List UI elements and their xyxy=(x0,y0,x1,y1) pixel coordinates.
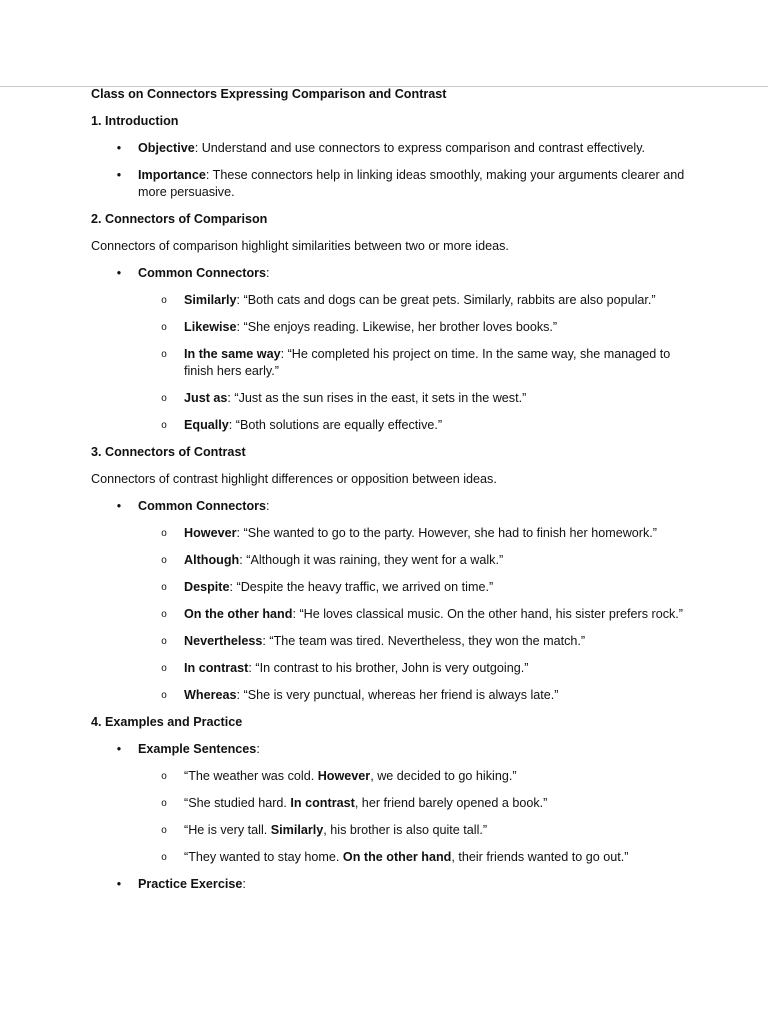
document-title: Class on Connectors Expressing Comparison and Contrast xyxy=(91,87,447,101)
circle-bullet-icon: o xyxy=(161,771,167,782)
list-item: o Just as: “Just as the sun rises in the east, it sets in the west.” xyxy=(91,390,691,407)
example-sentences xyxy=(91,768,691,866)
list-item: • Importance: These connectors help in linking ideas smoothly, making your arguments clearer and more persuasive. xyxy=(91,167,691,201)
list-item: o On the other hand: “He loves classical music. On the other hand, his sister prefers rock.” xyxy=(91,606,691,623)
circle-bullet-icon: o xyxy=(161,528,167,539)
bullet-icon: • xyxy=(116,877,122,891)
bullet-icon: • xyxy=(116,141,122,155)
circle-bullet-icon: o xyxy=(161,322,167,333)
list-item: • Practice Exercise: xyxy=(91,876,691,893)
list-item: • Common Connectors: o However: “She wanted to go to the party. However, she had to finish her homework.” o Although: “Although it was raining, they went for a walk.” o Despite: “Despite the heavy traffic, we arrived on time.” o On the other hand: “He loves classical music. On the other hand, his sister prefers rock.” o Nevertheless: “The team was tired. Nevertheless, they won the match.” o In contrast: “In contrast to his brother, John is very outgoing.” o Whereas: “She is very punctual, whereas her friend is always late.” xyxy=(91,498,691,704)
list-item: o Similarly: “Both cats and dogs can be great pets. Similarly, rabbits are also popular.” xyxy=(91,292,691,309)
list-item: o “He is very tall. Similarly, his brother is also quite tall.” xyxy=(91,822,691,839)
section-heading-practice: 4. Examples and Practice xyxy=(91,715,243,729)
list-item: o “The weather was cold. However, we decided to go hiking.” xyxy=(91,768,691,785)
list-item: o Despite: “Despite the heavy traffic, we arrived on time.” xyxy=(91,579,691,596)
list-item: o “She studied hard. In contrast, her friend barely opened a book.” xyxy=(91,795,691,812)
intro-list xyxy=(91,140,691,201)
circle-bullet-icon: o xyxy=(161,852,167,863)
circle-bullet-icon: o xyxy=(161,609,167,620)
section-heading-introduction: 1. Introduction xyxy=(91,114,179,128)
bullet-icon: • xyxy=(116,499,122,513)
circle-bullet-icon: o xyxy=(161,393,167,404)
circle-bullet-icon: o xyxy=(161,555,167,566)
list-item: o In contrast: “In contrast to his brother, John is very outgoing.” xyxy=(91,660,691,677)
circle-bullet-icon: o xyxy=(161,690,167,701)
contrast-connectors xyxy=(91,525,691,704)
bullet-icon: • xyxy=(116,742,122,756)
list-item: o Likewise: “She enjoys reading. Likewise, her brother loves books.” xyxy=(91,319,691,336)
circle-bullet-icon: o xyxy=(161,420,167,431)
list-item: o However: “She wanted to go to the party. However, she had to finish her homework.” xyxy=(91,525,691,542)
list-item: • Example Sentences: o “The weather was cold. However, we decided to go hiking.” o “She studied hard. In contrast, her friend barely opened a book.” o “He is very tall. Similarly, his brother is also quite tall.” o “They wanted to stay home. On the other hand, their friends wanted to go out.” xyxy=(91,741,691,866)
list-item: • Common Connectors: o Similarly: “Both cats and dogs can be great pets. Similarly, rabbits are also popular.” o Likewise: “She enjoys reading. Likewise, her brother loves books.” o In the same way: “He completed his project on time. In the same way, she managed to finish hers early.” o Just as: “Just as the sun rises in the east, it sets in the west.” o Equally: “Both solutions are equally effective.” xyxy=(91,265,691,434)
list-item: o Nevertheless: “The team was tired. Nevertheless, they won the match.” xyxy=(91,633,691,650)
circle-bullet-icon: o xyxy=(161,798,167,809)
list-item: o Although: “Although it was raining, they went for a walk.” xyxy=(91,552,691,569)
list-item: o In the same way: “He completed his project on time. In the same way, she managed to finish hers early.” xyxy=(91,346,691,380)
comparison-description: Connectors of comparison highlight similarities between two or more ideas. xyxy=(91,239,509,253)
circle-bullet-icon: o xyxy=(161,582,167,593)
list-item: o “They wanted to stay home. On the other hand, their friends wanted to go out.” xyxy=(91,849,691,866)
comparison-list xyxy=(91,265,691,434)
practice-list xyxy=(91,741,691,893)
comparison-connectors xyxy=(91,292,691,434)
circle-bullet-icon: o xyxy=(161,663,167,674)
circle-bullet-icon: o xyxy=(161,825,167,836)
contrast-description: Connectors of contrast highlight differences or opposition between ideas. xyxy=(91,472,497,486)
circle-bullet-icon: o xyxy=(161,295,167,306)
document-body xyxy=(91,86,691,893)
list-item: o Equally: “Both solutions are equally effective.” xyxy=(91,417,691,434)
section-heading-comparison: 2. Connectors of Comparison xyxy=(91,212,268,226)
contrast-list xyxy=(91,498,691,704)
circle-bullet-icon: o xyxy=(161,636,167,647)
section-heading-contrast: 3. Connectors of Contrast xyxy=(91,445,246,459)
list-item: • Objective: Understand and use connectors to express comparison and contrast effectively. xyxy=(91,140,691,157)
list-item: o Whereas: “She is very punctual, whereas her friend is always late.” xyxy=(91,687,691,704)
bullet-icon: • xyxy=(116,168,122,182)
bullet-icon: • xyxy=(116,266,122,280)
circle-bullet-icon: o xyxy=(161,349,167,360)
